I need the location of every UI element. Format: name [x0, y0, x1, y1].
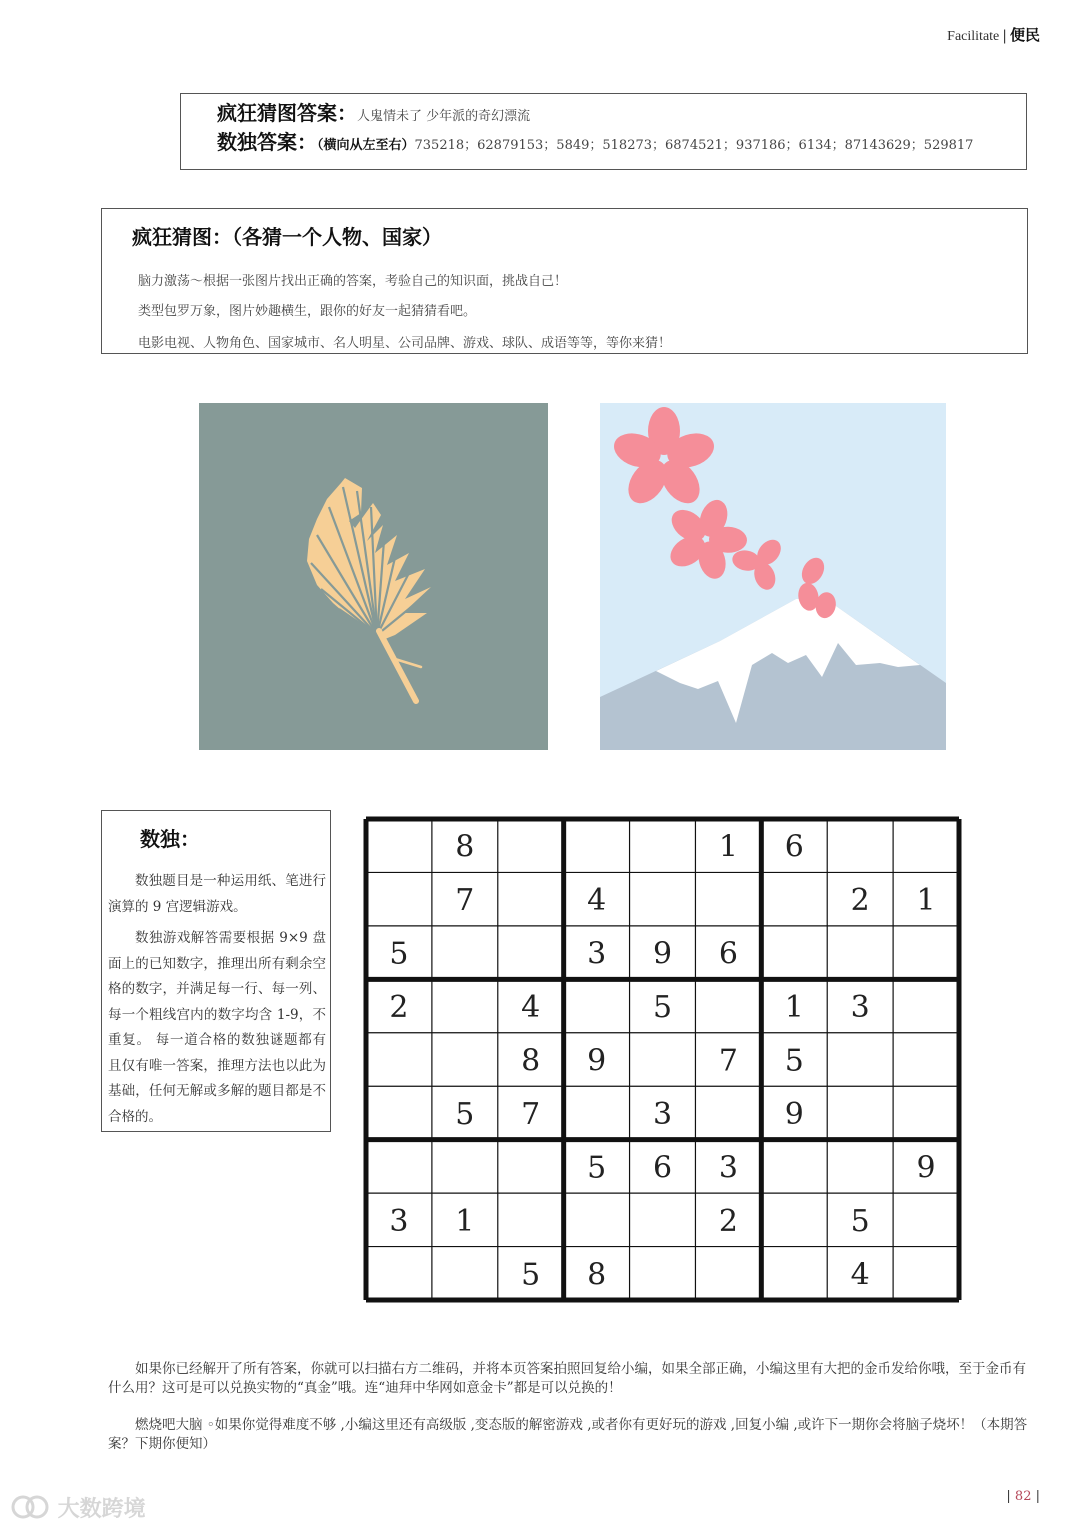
- sudoku-given-digit: 5: [521, 1257, 541, 1293]
- bottom-notes: [108, 1360, 1028, 1472]
- sudoku-description: [108, 869, 326, 1136]
- sudoku-given-digit: 7: [718, 1043, 738, 1079]
- watermark: [10, 1492, 146, 1526]
- sudoku-given-digit: 7: [455, 883, 475, 919]
- page-number: | 82 |: [1006, 1489, 1040, 1504]
- sudoku-given-digit: 9: [587, 1043, 607, 1079]
- sudoku-title: 数独：: [140, 827, 200, 851]
- sudoku-desc-paragraph: 数独游戏解答需要根据 9×9 盘面上的已知数字，推理出所有剩余空格的数字，并满足每一行、每一列、每一个粗线宫内的数字均含 1-9，不重复。 每一道合格的数独谜题都有且仅有唯一答案，推理方法也以此为基础，任何无解或多解的题目都是不合格的。: [108, 930, 326, 1125]
- page-number-value: 82: [1014, 1489, 1032, 1504]
- section-name-cn: 便民: [1009, 26, 1040, 44]
- section-header: [947, 24, 1040, 45]
- sudoku-answer-value: 735218；62879153；5849；518273；6874521；937186；6134；87143629；529817: [414, 138, 974, 153]
- sudoku-given-digit: 2: [718, 1203, 738, 1239]
- sudoku-given-digit: 8: [587, 1257, 607, 1293]
- sudoku-given-digit: 6: [652, 1150, 673, 1186]
- sudoku-given-digit: 9: [784, 1096, 804, 1132]
- puzzle-image-leaf-fan: [199, 403, 548, 750]
- sudoku-intro: [101, 810, 331, 1132]
- guess-intro-line: 脑力激荡～根据一张图片找出正确的答案，考验自己的知识面，挑战自己！: [138, 274, 568, 289]
- sudoku-given-digit: 3: [587, 936, 607, 972]
- sakura-fuji-illustration: [600, 403, 946, 750]
- sudoku-given-digit: 5: [850, 1203, 870, 1239]
- sudoku-given-digit: 3: [652, 1096, 673, 1132]
- sudoku-given-digit: 1: [455, 1203, 475, 1239]
- bottom-paragraph-reward: 如果你已经解开了所有答案，你就可以扫描右方二维码，并将本页答案拍照回复给小编，如果全部正确，小编这里有大把的金币发给你哦，至于金币有什么用？这可是可以兑换实物的“真金”哦。连“迪拜中华网如意金卡”都是可以兑换的！: [108, 1361, 1026, 1396]
- sudoku-given-digit: 5: [389, 936, 409, 972]
- sudoku-given-digit: 5: [784, 1043, 804, 1079]
- guess-answer-row: [217, 97, 530, 126]
- sudoku-given-digit: 4: [587, 883, 607, 919]
- puzzle-image-sakura-fuji: [600, 403, 946, 750]
- guess-puzzle-intro: [101, 208, 1028, 354]
- sudoku-given-digit: 6: [784, 829, 804, 865]
- sudoku-answer-row: [217, 126, 973, 155]
- sudoku-given-digit: 5: [652, 990, 673, 1026]
- sudoku-given-digit: 8: [455, 829, 475, 865]
- sudoku-grid-svg: [363, 816, 962, 1303]
- sudoku-desc-paragraph: 数独题目是一种运用纸、笔进行演算的 9 宫逻辑游戏。: [108, 873, 326, 915]
- sudoku-answer-note: （横向从左至右）: [317, 138, 415, 153]
- sudoku-given-digit: 3: [718, 1150, 738, 1186]
- sudoku-given-digit: 1: [784, 990, 804, 1026]
- sudoku-given-digit: 2: [389, 990, 409, 1026]
- sudoku-given-digit: 7: [521, 1096, 541, 1132]
- sudoku-given-digit: 8: [521, 1043, 541, 1079]
- previous-answers-box: [180, 93, 1027, 170]
- sudoku-given-digit: 1: [718, 829, 738, 865]
- guess-puzzle-title: 疯狂猜图：（各猜一个人物、国家）: [132, 225, 442, 249]
- guess-intro-line: 电影电视、人物角色、国家城市、名人明星、公司品牌、游戏、球队、成语等等，等你来猜！: [138, 336, 672, 351]
- guess-answer-value: 人鬼情未了 少年派的奇幻漂流: [357, 109, 531, 124]
- sudoku-given-digit: 2: [850, 883, 870, 919]
- sudoku-given-digit: 3: [389, 1203, 409, 1239]
- watermark-text: 大数跨境: [57, 1497, 146, 1522]
- sudoku-given-digit: 3: [850, 990, 870, 1026]
- sudoku-given-digit: 5: [455, 1096, 475, 1132]
- guess-intro-line: 类型包罗万象，图片妙趣横生，跟你的好友一起猜猜看吧。: [138, 304, 477, 319]
- sudoku-given-digit: 5: [587, 1150, 607, 1186]
- sudoku-answer-label: 数独答案：: [217, 130, 317, 154]
- sudoku-given-digit: 6: [718, 936, 738, 972]
- sudoku-given-digit: 1: [916, 883, 936, 919]
- sudoku-given-digit: 4: [850, 1257, 870, 1293]
- sudoku-grid: [363, 816, 962, 1303]
- bottom-paragraph-challenge: 燃烧吧大脑 ◦如果你觉得难度不够 ,小编这里还有高级版 ,变态版的解密游戏 ,或者你有更好玩的游戏 ,回复小编 ,或许下一期你会将脑子烧坏！（本期答案？下期你便知）: [108, 1417, 1028, 1452]
- sudoku-given-digit: 9: [916, 1150, 936, 1186]
- leaf-fan-illustration: [199, 403, 548, 750]
- sudoku-given-digit: 4: [521, 990, 541, 1026]
- header-divider: |: [1002, 28, 1007, 44]
- watermark-logo-icon: [10, 1494, 50, 1526]
- guess-answer-label: 疯狂猜图答案：: [217, 101, 357, 125]
- section-name-en: Facilitate: [947, 29, 1000, 44]
- sudoku-given-digit: 9: [652, 936, 673, 972]
